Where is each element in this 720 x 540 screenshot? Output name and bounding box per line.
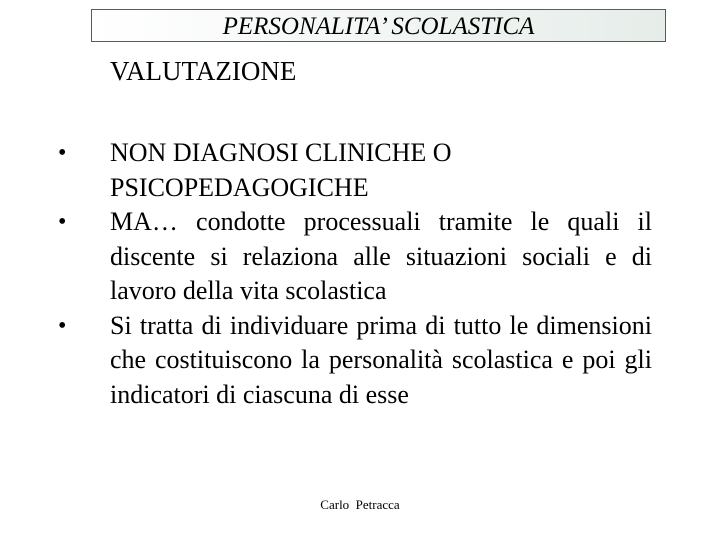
bullet-text: Si tratta di individuare prima di tutto le dimensioni che costituiscono la personalità scolastica e poi gli indicatori di ciascuna di esse [110,310,652,409]
bullet-list [58,136,652,412]
slide-title-box [91,9,666,42]
footer-author: Carlo Petracca [320,497,400,512]
bullet-text: MA… condotte processuali tramite le quali il discente si relaziona alle situazioni sociali e di lavoro della vita scolastica [110,207,652,305]
slide-title: PERSONALITA’ SCOLASTICA [222,13,535,40]
bullet-dot: • [58,209,67,235]
bullet-text: NON DIAGNOSI CLINICHE O PSICOPEDAGOGICHE [110,138,452,202]
bullet-item [58,136,652,205]
slide-subtitle: VALUTAZIONE [110,56,297,86]
bullet-dot: • [58,140,67,166]
bullet-dot: • [58,312,67,339]
bullet-item [58,309,652,413]
bullet-item [58,205,652,309]
